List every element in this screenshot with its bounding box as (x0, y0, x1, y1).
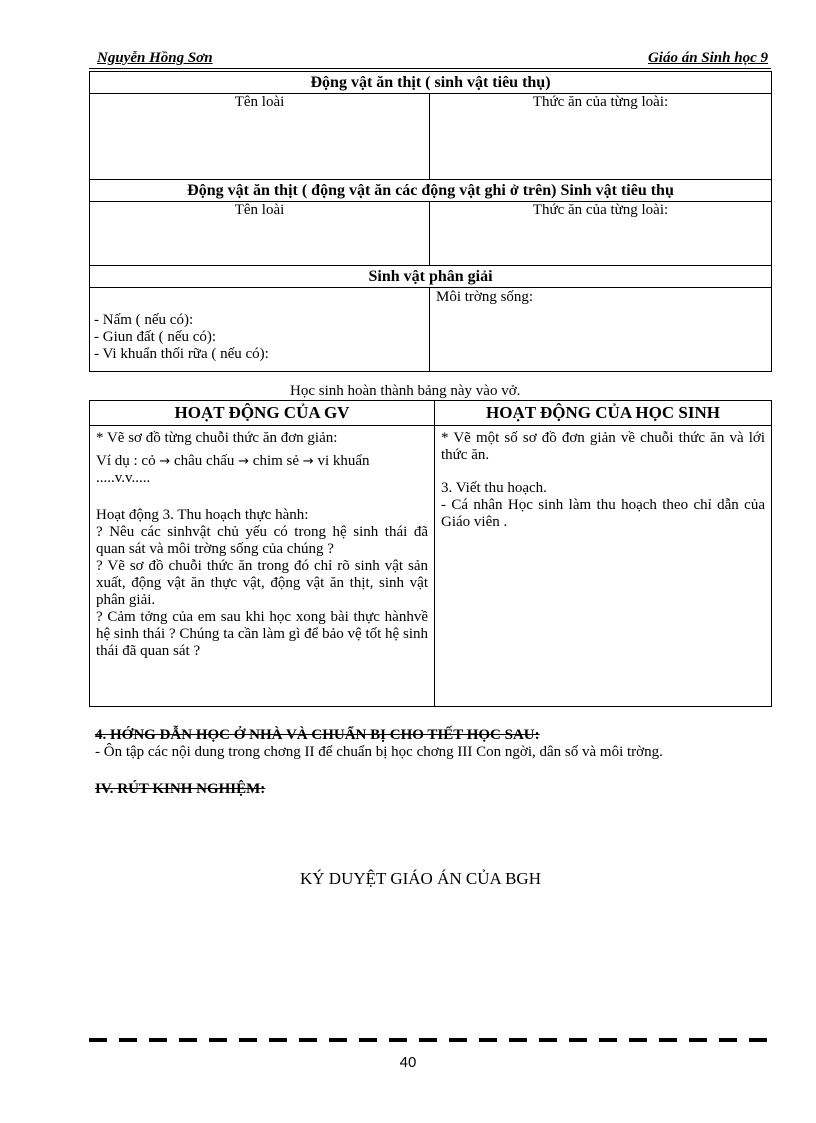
footer-dashed-divider (89, 1038, 779, 1042)
habitat-label: Môi trờng sống: (430, 288, 772, 372)
section5-title: IV. RÚT KINH NGHIỆM: (95, 781, 266, 797)
header-author: Nguyễn Hồng Sơn (97, 50, 213, 66)
decomposer-item: - Nấm ( nếu có): (94, 312, 194, 328)
food-column-header-2: Thức ăn của từng loài: (430, 202, 772, 266)
decomposer-item: - Vi khuẩn thối rữa ( nếu có): (94, 346, 269, 362)
teacher-activity-header: HOẠT ĐỘNG CỦA GV (90, 401, 435, 426)
section-carnivore2-title: Động vật ăn thịt ( động vật ăn các động vật ghi ở trên) Sinh vật tiêu thụ (90, 180, 772, 202)
activity-table (89, 400, 772, 707)
observation-table (89, 71, 772, 372)
table-caption: Học sinh hoàn thành bảng này vào vở. (290, 383, 521, 399)
section4-body: - Ôn tập các nội dung trong chơng II để chuẩn bị học chơng III Con ngời, dân số và môi trờng. (95, 744, 663, 760)
food-column-header: Thức ăn của từng loài: (430, 94, 772, 180)
gv-question-2: ? Vẽ sơ đồ chuỗi thức ăn trong đó chỉ rõ sinh vật sản xuất, động vật ăn thực vật, động vật ăn thịt, sinh vật phân giải. (96, 558, 428, 608)
section-carnivore-title: Động vật ăn thịt ( sinh vật tiêu thụ) (90, 72, 772, 94)
teacher-activity-cell (90, 426, 435, 707)
species-column-header-2: Tên loài (90, 202, 430, 266)
species-column-header: Tên loài (90, 94, 430, 180)
gv-activity3: Hoạt động 3. Thu hoạch thực hành: (96, 507, 309, 523)
arrow-icon: → (159, 454, 171, 469)
gv-line1: * Vẽ sơ đồ từng chuỗi thức ăn đơn giản: (96, 430, 338, 446)
page-number: 40 (399, 1054, 417, 1071)
student-activity-header: HOẠT ĐỘNG CỦA HỌC SINH (435, 401, 772, 426)
arrow-icon: → (302, 454, 314, 469)
student-activity-cell (435, 426, 772, 707)
gv-question-1: ? Nêu các sinhvật chủ yếu có trong hệ sinh thái đã quan sát và môi trờng sống của chúng ? (96, 524, 428, 557)
hs-line1: * Vẽ một số sơ đồ đơn giản về chuỗi thức ăn và lới thức ăn. (441, 430, 765, 463)
decomposer-list (90, 288, 430, 372)
hs-line2: 3. Viết thu hoạch. (441, 480, 547, 496)
gv-question-3: ? Cảm tởng của em sau khi học xong bài thực hànhvề hệ sinh thái ? Chúng ta cần làm gì để bảo vệ tốt hệ sinh thái đã quan sát ? (96, 609, 428, 659)
decomposer-item: - Giun đất ( nếu có): (94, 329, 217, 345)
arrow-icon: → (238, 454, 250, 469)
gv-etc: .....v.v..... (96, 470, 151, 486)
hs-line3: - Cá nhân Học sinh làm thu hoạch theo chỉ dẫn của Giáo viên . (441, 497, 765, 530)
header-subject: Giáo án Sinh học 9 (647, 50, 768, 66)
signature-label: KÝ DUYỆT GIÁO ÁN CỦA BGH (300, 869, 541, 888)
section-decomposer-title: Sinh vật phân giải (90, 266, 772, 288)
header-divider (89, 68, 771, 69)
food-chain-example: Ví dụ : cỏ → châu chấu → chim sẻ → vi khuẩn (96, 453, 370, 469)
section4-title: 4. HỚNG DẪN HỌC Ở NHÀ VÀ CHUẨN BỊ CHO TIẾT HỌC SAU: (95, 727, 540, 743)
